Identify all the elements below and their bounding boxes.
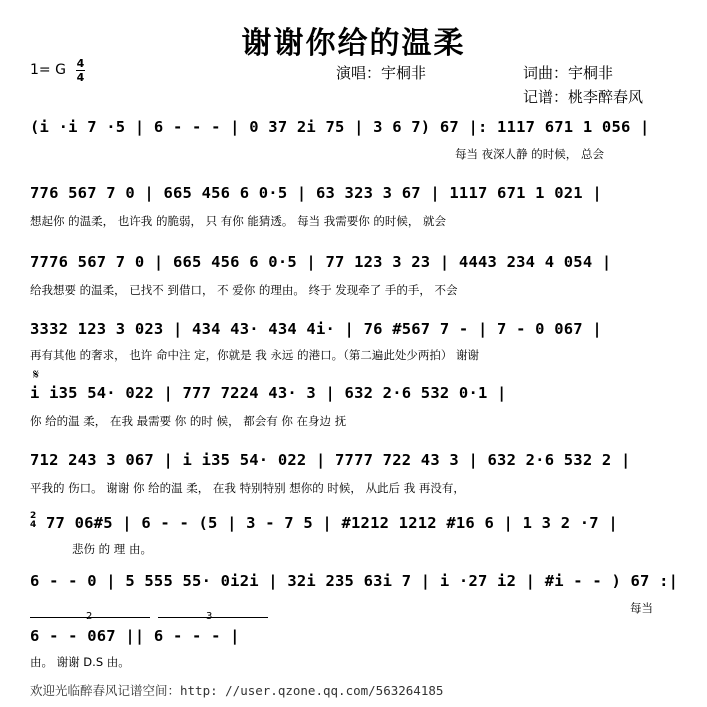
lyric-line-6: 平我的 伤口。 谢谢 你 给的温 柔， 在我 特别特别 想你的 时候， 从此后 我 再没有， — [30, 481, 465, 495]
lyric-line-9: 由。 谢谢 D.S 由。 — [30, 655, 130, 669]
notation-line-4: 3332 123 3 023 | 434 43· 434 4i· | 76 #567 7 - | 7 - 0 067 | — [30, 320, 602, 338]
lyric-line-1: 每当 夜深人静 的时候， 总会 — [455, 147, 604, 161]
time-signature — [76, 58, 85, 83]
lyric-line-8: 每当 — [630, 601, 653, 615]
volta-number-2: 3 — [206, 611, 213, 622]
lyric-line-7: 悲伤 的 理 由。 — [72, 542, 152, 556]
notation-line-1: (i ·i 7 ·5 | 6 - - - | 0 37 2i 75 | 3 6 7) 67 |: 1117 671 1 056 | — [30, 118, 650, 136]
notation-line-6: 712 243 3 067 | i i35 54· 022 | 7777 722 43 3 | 632 2·6 532 2 | — [30, 451, 631, 469]
notation-line-3: 7776 567 7 0 | 665 456 6 0·5 | 77 123 3 23 | 4443 234 4 054 | — [30, 253, 612, 271]
small-ts-bottom: 4 — [30, 520, 37, 530]
volta-number-1: 2 — [86, 611, 93, 622]
notation-line-5: i i35 54· 022 | 777 7224 43· 3 | 632 2·6 532 0·1 | — [30, 384, 507, 402]
notation-line-8: 6 - - 0 | 5 555 55· 0i2i | 32i 235 63i 7 | i ·27 i2 | #i - - ) 67 :| — [30, 572, 679, 590]
time-signature-bottom: 4 — [76, 71, 85, 84]
small-ts-top: 2 — [30, 511, 37, 521]
notation-line-9: 6 - - 067 || 6 - - - | — [30, 627, 240, 645]
time-signature-top: 4 — [76, 57, 85, 70]
lyric-line-2: 想起你 的温柔， 也许我 的脆弱， 只 有你 能猜透。 每当 我需要你 的时候， 就会 — [30, 214, 447, 228]
composer-credit: 词曲：宇桐非 — [523, 64, 614, 82]
footer-url-text: 欢迎光临醉春风记谱空间：http: //user.qzone.qq.com/563264185 — [30, 683, 444, 698]
time-signature-2-4 — [30, 512, 36, 530]
transcriber-credit: 记谱：桃李醉春风 — [523, 88, 644, 106]
lyric-line-4: 再有其他 的奢求， 也许 命中注 定，你就是 我 永远 的港口。（第二遍此处少两拍） 谢谢 — [30, 348, 479, 362]
song-title: 谢谢你给的温柔 — [241, 26, 466, 61]
lyric-line-5: 你 给的温 柔， 在我 最需要 你 的时 候， 都会有 你 在身边 抚 — [30, 414, 347, 428]
segno-sign: 𝄋 — [33, 367, 40, 383]
singer-credit: 演唱：宇桐非 — [336, 64, 427, 82]
notation-line-7: 77 06#5 | 6 - - (5 | 3 - 7 5 | #1212 1212 #16 6 | 1 3 2 ·7 | — [46, 514, 618, 532]
lyric-line-3: 给我想要 的温柔， 已找不 到借口， 不 爱你 的理由。 终于 发现牵了 手的手， 不会 — [30, 283, 458, 297]
volta-bracket-2 — [158, 617, 268, 626]
key-signature: 1= G — [30, 62, 66, 78]
notation-line-2: 776 567 7 0 | 665 456 6 0·5 | 63 323 3 67 | 1117 671 1 021 | — [30, 184, 602, 202]
